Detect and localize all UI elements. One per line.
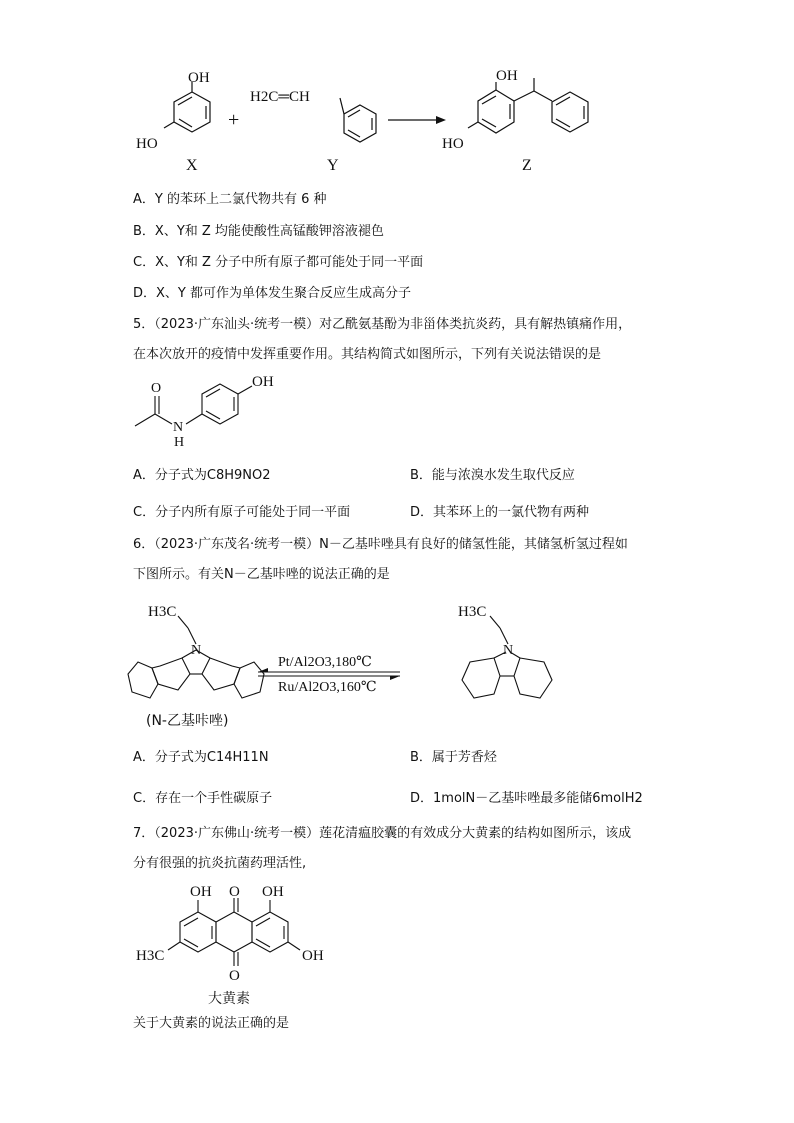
emodin-caption: 大黄素 — [208, 991, 250, 1007]
right-n: N — [503, 643, 514, 658]
y-vinyl-group: H2C═CH — [250, 89, 310, 105]
emodin-structure — [0, 876, 794, 1016]
reaction-scheme-q4 — [0, 0, 794, 180]
paracetamol-structure — [0, 366, 794, 456]
emodin-ch3: H3C — [136, 948, 165, 964]
plus-sign: + — [228, 109, 240, 131]
q5-option-d: D．其苯环上的一氯代物有两种 — [410, 505, 590, 520]
emodin-o-bottom: O — [229, 968, 240, 984]
q5-stem-line1: 5．（2023·广东汕头·统考一模）对乙酰氨基酚为非甾体类抗炎药，具有解热镇痛作用， — [133, 317, 632, 332]
q4-option-a: A．Y 的苯环上二氯代物共有 6 种 — [133, 192, 327, 207]
label-z: Z — [522, 157, 532, 174]
emodin-oh-3: OH — [302, 948, 324, 964]
paracetamol-n: N — [173, 420, 184, 435]
emodin-oh-1: OH — [190, 884, 212, 900]
z-oh-top: OH — [496, 68, 518, 84]
condition-forward: Pt/Al2O3,180℃ — [278, 655, 372, 670]
emodin-oh-2: OH — [262, 884, 284, 900]
left-n: N — [191, 643, 202, 658]
q5-option-b: B．能与浓溴水发生取代反应 — [410, 468, 575, 483]
paracetamol-h: H — [174, 435, 185, 450]
right-ethyl-h3c: H3C — [458, 604, 487, 620]
q4-option-c: C．X、Y和 Z 分子中所有原子都可能处于同一平面 — [133, 255, 424, 270]
q7-stem-line2: 分有很强的抗炎抗菌药理活性, — [133, 856, 307, 871]
q4-option-b: B．X、Y和 Z 均能使酸性高锰酸钾溶液褪色 — [133, 224, 384, 239]
q6-option-b: B．属于芳香烃 — [410, 750, 497, 765]
paracetamol-o: O — [151, 381, 162, 396]
q4-option-d: D．X、Y 都可作为单体发生聚合反应生成高分子 — [133, 286, 411, 301]
label-y: Y — [327, 157, 339, 174]
benzene-ring-z-right — [552, 92, 588, 132]
z-oh-left: HO — [442, 136, 464, 152]
emodin-o-top: O — [229, 884, 240, 900]
benzene-ring-x — [174, 92, 210, 132]
q6-stem-line1: 6．（2023·广东茂名·统考一模）N－乙基咔唑具有良好的储氢性能，其储氢析氢过程如 — [133, 537, 628, 552]
q5-option-c: C．分子内所有原子可能处于同一平面 — [133, 505, 351, 520]
q7-stem-line1: 7．（2023·广东佛山·统考一模）莲花清瘟胶囊的有效成分大黄素的结构如图所示，该成 — [133, 826, 632, 841]
condition-reverse: Ru/Al2O3,160℃ — [278, 680, 377, 695]
x-oh-left: HO — [136, 136, 158, 152]
q6-option-c: C．存在一个手性碳原子 — [133, 791, 273, 806]
q6-option-d: D．1molN－乙基咔唑最多能储6molH2 — [410, 791, 643, 806]
label-x: X — [186, 157, 198, 174]
x-oh-top: OH — [188, 70, 210, 86]
q6-stem-line2: 下图所示。有关N－乙基咔唑的说法正确的是 — [133, 567, 390, 582]
carbazole-caption: (N-乙基咔唑) — [146, 713, 229, 729]
paracetamol-oh: OH — [252, 374, 274, 390]
q7-question: 关于大黄素的说法正确的是 — [133, 1016, 290, 1031]
left-ethyl-h3c: H3C — [148, 604, 177, 620]
q6-option-a: A．分子式为C14H11N — [133, 750, 269, 765]
q5-stem-line2: 在本次放开的疫情中发挥重要作用。其结构简式如图所示，下列有关说法错误的是 — [133, 347, 602, 362]
carbazole-scheme — [0, 596, 794, 736]
q5-option-a: A．分子式为C8H9NO2 — [133, 468, 271, 483]
